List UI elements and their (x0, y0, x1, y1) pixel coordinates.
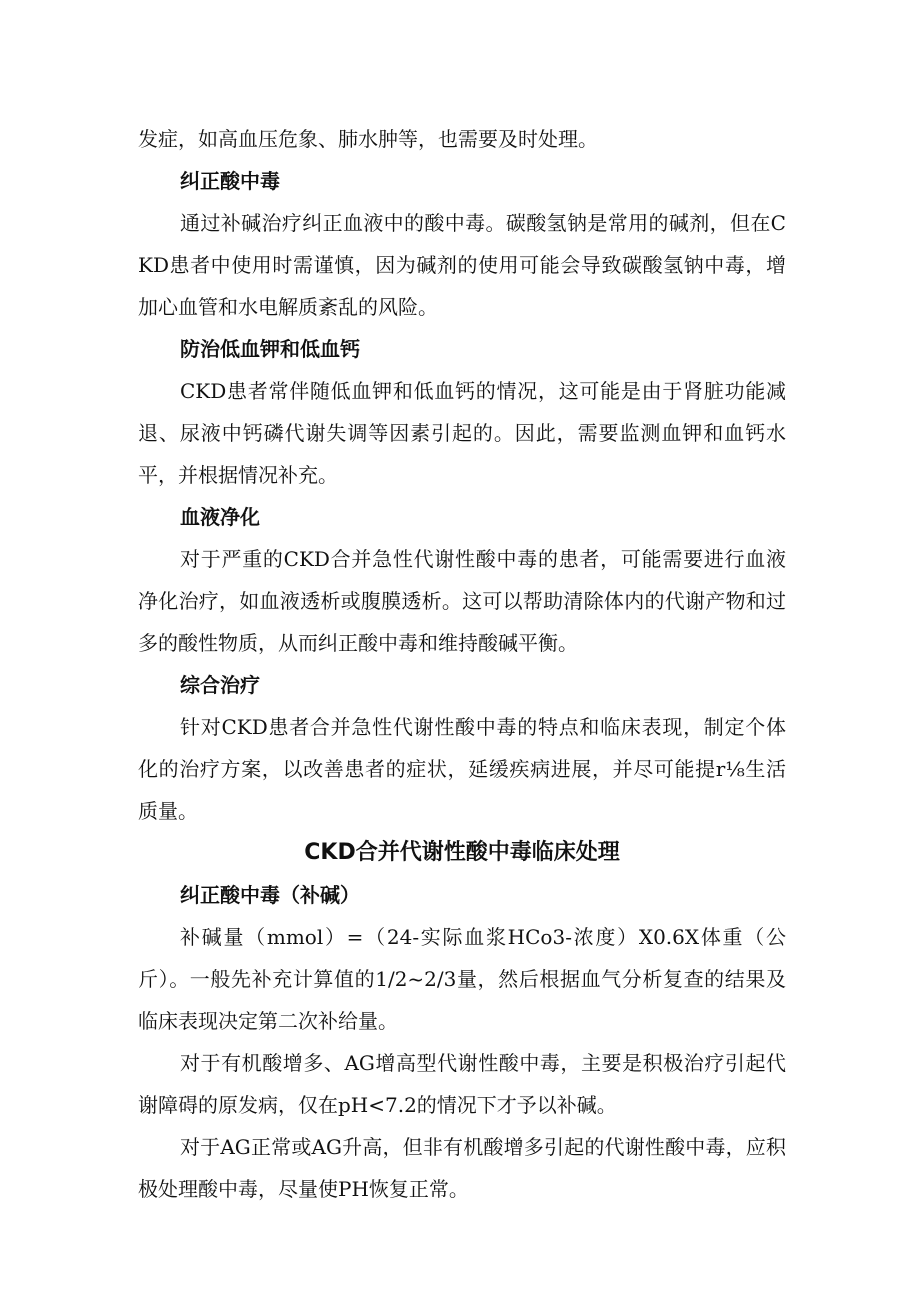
heading-blood-purification: 血液净化 (180, 505, 260, 529)
paragraph-comprehensive-treatment: 针对CKD患者合并急性代谢性酸中毒的特点和临床表现，制定个体化的治疗方案，以改善患者的症状，延缓疾病进展，并尽可能提r⅛生活质量。 (138, 715, 786, 823)
heading-alkali-supplement: 纠正酸中毒（补碱） (180, 883, 360, 907)
paragraph-alkali-formula: 补碱量（mmol）=（24-实际血浆HCo3-浓度）X0.6X体重（公斤）。一般先补充计算值的1/2~2/3量，然后根据血气分析复查的结果及临床表现决定第二次补给量。 (138, 925, 786, 1033)
heading-correct-acidosis: 纠正酸中毒 (180, 169, 280, 193)
paragraph-organic-acid: 对于有机酸增多、AG增高型代谢性酸中毒，主要是积极治疗引起代谢障碍的原发病，仅在pH<7.2的情况下才予以补碱。 (138, 1051, 786, 1117)
document-body (138, 118, 786, 1210)
paragraph-correct-acidosis: 通过补碱治疗纠正血液中的酸中毒。碳酸氢钠是常用的碱剂，但在CKD患者中使用时需谨慎，因为碱剂的使用可能会导致碳酸氢钠中毒，增加心血管和水电解质紊乱的风险。 (138, 211, 786, 319)
heading-comprehensive-treatment: 综合治疗 (180, 673, 260, 697)
heading-hypokalemia-hypocalcemia: 防治低血钾和低血钙 (180, 337, 360, 361)
section-title: CKD合并代谢性酸中毒临床处理 (304, 840, 620, 865)
paragraph-hypokalemia-hypocalcemia: CKD患者常伴随低血钾和低血钙的情况，这可能是由于肾脏功能减退、尿液中钙磷代谢失调等因素引起的。因此，需要监测血钾和血钙水平，并根据情况补充。 (138, 379, 786, 487)
paragraph-blood-purification: 对于严重的CKD合并急性代谢性酸中毒的患者，可能需要进行血液净化治疗，如血液透析或腹膜透析。这可以帮助清除体内的代谢产物和过多的酸性物质，从而纠正酸中毒和维持酸碱平衡。 (138, 547, 786, 655)
paragraph-ag-normal: 对于AG正常或AG升高，但非有机酸增多引起的代谢性酸中毒，应积极处理酸中毒，尽量使PH恢复正常。 (138, 1135, 786, 1201)
intro-paragraph: 发症，如高血压危象、肺水肿等，也需要及时处理。 (138, 127, 598, 151)
